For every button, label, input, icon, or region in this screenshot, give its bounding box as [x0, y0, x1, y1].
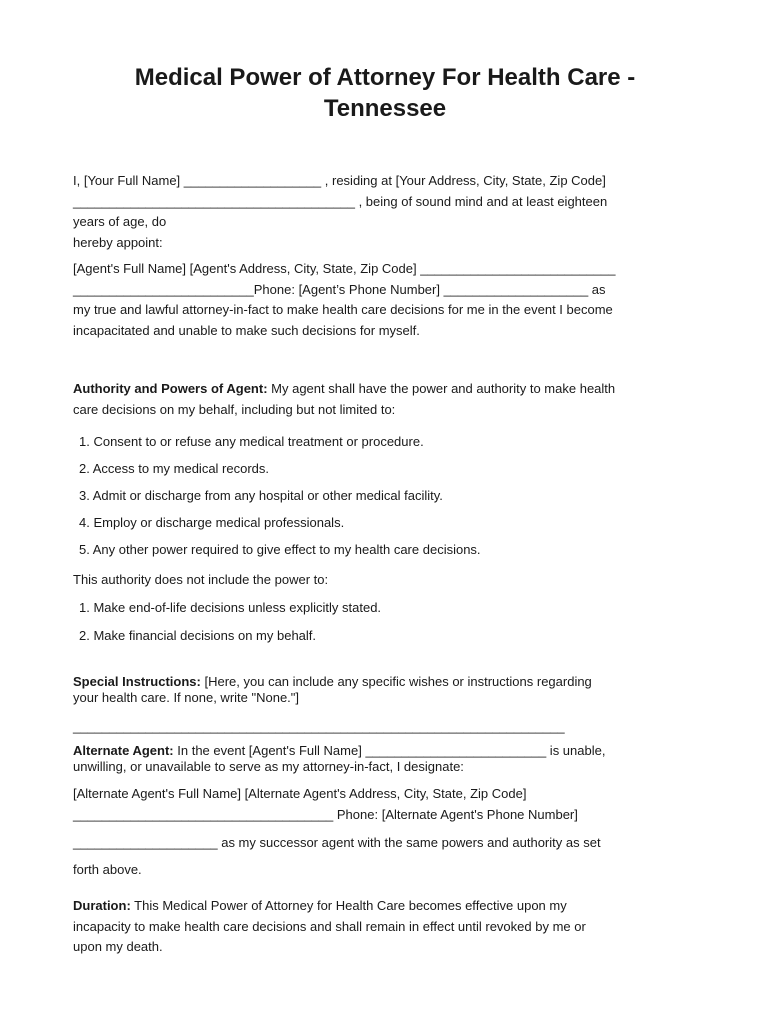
authority-item-2: 2. Access to my medical records. [79, 461, 270, 476]
agent-line-2: _________________________Phone: [Agent’s Phone Number] ____________________ as [73, 281, 606, 297]
exclusion-item-2: 2. Make financial decisions on my behalf. [79, 628, 317, 643]
title-line-2: Tennessee [323, 95, 447, 122]
intro-line-3: years of age, do [73, 214, 167, 229]
intro-line-1: I, [Your Full Name] ___________________ , residing at [Your Address, City, State, Zip Code] [73, 173, 606, 188]
alternate-agent-paragraph [73, 743, 703, 775]
alternate-heading: Alternate Agent: [73, 743, 174, 758]
alternate-text-1: In the event [Agent's Full Name] _________________________ is unable, [173, 743, 606, 758]
special-instructions-paragraph [73, 674, 703, 706]
document-title [0, 62, 770, 124]
exclusion-item-1: 1. Make end-of-life decisions unless explicitly stated. [79, 600, 382, 615]
intro-line-2: _______________________________________ , being of sound mind and at least eighteen [73, 193, 608, 209]
exclusion-intro: This authority does not include the power to: [73, 572, 329, 587]
authority-item-5: 5. Any other power required to give effect to my health care decisions. [79, 542, 481, 557]
authority-line-1 [73, 379, 703, 400]
agent-line-1: [Agent's Full Name] [Agent's Address, City, State, Zip Code] ___________________________ [73, 261, 616, 276]
alternate-agent-successor: ____________________ as my successor agent with the same powers and authority as set [73, 835, 601, 850]
authority-heading: Authority and Powers of Agent: [73, 381, 268, 396]
duration-line-3: upon my death. [73, 939, 163, 954]
authority-paragraph [73, 379, 703, 420]
special-line-1 [73, 674, 703, 690]
authority-item-1: 1. Consent to or refuse any medical treatment or procedure. [79, 434, 424, 449]
agent-paragraph [73, 259, 703, 341]
special-line-2: your health care. If none, write "None."] [73, 690, 300, 705]
duration-paragraph [73, 896, 703, 958]
intro-line-4: hereby appoint: [73, 234, 163, 250]
duration-heading: Duration: [73, 898, 131, 913]
alternate-line-3: [Alternate Agent's Full Name] [Alternate Agent's Address, City, State, Zip Code] [73, 786, 527, 801]
authority-text-1: My agent shall have the power and authority to make health [267, 381, 616, 396]
alternate-agent-closing: forth above. [73, 862, 142, 877]
alternate-line-1 [73, 743, 703, 759]
alternate-line-2: unwilling, or unavailable to serve as my attorney-in-fact, I designate: [73, 759, 464, 774]
duration-line-1 [73, 896, 703, 917]
agent-line-3: my true and lawful attorney-in-fact to make health care decisions for me in the event I become [73, 302, 613, 317]
duration-text-1: This Medical Power of Attorney for Health Care becomes effective upon my [130, 898, 567, 913]
title-line-1: Medical Power of Attorney For Health Care - [134, 64, 636, 91]
alternate-agent-address [73, 784, 703, 825]
intro-paragraph [73, 171, 703, 253]
authority-item-3: 3. Admit or discharge from any hospital or other medical facility. [79, 488, 443, 503]
agent-line-4: incapacitated and unable to make such decisions for myself. [73, 322, 420, 338]
duration-line-2: incapacity to make health care decisions and shall remain in effect until revoked by me or [73, 918, 586, 934]
authority-item-4: 4. Employ or discharge medical professionals. [79, 515, 345, 530]
alternate-line-4: ____________________________________ Phone: [Alternate Agent's Phone Number] [73, 806, 578, 822]
special-blank-line: ____________________________________________________________________ [73, 719, 565, 734]
special-text-1: [Here, you can include any specific wishes or instructions regarding [200, 674, 592, 689]
special-heading: Special Instructions: [73, 674, 201, 689]
authority-line-2: care decisions on my behalf, including but not limited to: [73, 401, 396, 417]
